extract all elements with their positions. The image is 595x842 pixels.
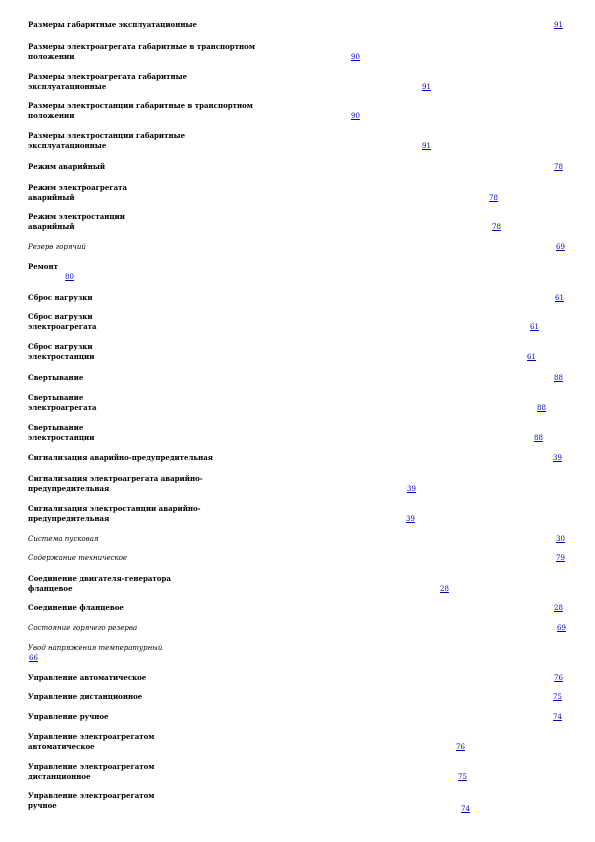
index-entry-line: Размеры габаритные эксплуатационные — [28, 20, 197, 29]
index-entry-line: Состояние горячего резерва — [28, 624, 138, 632]
index-entry-line: Режим аварийный — [28, 162, 106, 171]
index-page-link[interactable]: 76 — [456, 743, 465, 751]
index-entry-term — [28, 791, 154, 811]
index-entry-line: Сброс нагрузки — [28, 312, 93, 321]
index-page-link[interactable]: 28 — [554, 604, 563, 612]
index-entry-line: Управление электроагрегатом — [28, 732, 155, 741]
index-page-link[interactable]: 69 — [557, 624, 566, 632]
index-page-link[interactable]: 80 — [65, 273, 74, 281]
index-entry-term — [28, 312, 96, 332]
index-entry-line: аварийный — [28, 193, 75, 202]
index-entry-line: Система пусковая — [28, 535, 99, 543]
index-page-link[interactable]: 76 — [554, 674, 563, 682]
index-entry-line: Управление дистанционное — [28, 692, 143, 701]
index-entry-line: положении — [28, 111, 75, 120]
index-entry-term — [28, 474, 203, 494]
index-entry-term — [28, 393, 96, 413]
index-entry-term — [28, 373, 83, 383]
index-entry-term — [28, 72, 187, 92]
index-entry-line: Управление автоматическое — [28, 673, 147, 682]
index-entry-line: Сброс нагрузки — [28, 293, 93, 302]
index-entry-term — [28, 453, 213, 463]
index-entry-term — [28, 101, 253, 121]
index-entry-line: Свертывание — [28, 423, 84, 432]
index-entry-line: электроагрегата — [28, 403, 97, 412]
index-entry-term — [28, 42, 255, 62]
index-entry-line: Размеры электростанции габаритные в транспортном — [28, 101, 253, 110]
index-page-link[interactable]: 88 — [537, 404, 546, 412]
index-page-link[interactable]: 79 — [556, 554, 565, 562]
index-entry-term — [28, 20, 197, 30]
index-entry-line: Сигнализация электроагрегата аварийно- — [28, 474, 203, 483]
index-entry-line: Свертывание — [28, 373, 84, 382]
index-entry-line: Соединение фланцевое — [28, 603, 124, 612]
index-page-link[interactable]: 75 — [458, 773, 467, 781]
index-entry-term — [28, 162, 105, 172]
index-page-link[interactable]: 91 — [422, 142, 431, 150]
index-entry-line: Управление ручное — [28, 712, 109, 721]
index-page-link[interactable]: 88 — [554, 374, 563, 382]
index-entry-term — [28, 504, 201, 524]
index-entry-term — [28, 574, 171, 594]
index-entry-line: Увод напряжения температурный — [28, 644, 163, 652]
index-entry-line: Размеры электроагрегата габаритные — [28, 72, 188, 81]
index-entry-line: фланцевое — [28, 584, 73, 593]
index-entry-line: предупредительная — [28, 514, 110, 523]
index-entry-line: эксплуатационные — [28, 82, 107, 91]
index-entry-line: положении — [28, 52, 75, 61]
index-page-link[interactable]: 75 — [553, 693, 562, 701]
index-entry-term — [28, 732, 154, 752]
index-entry-line: ручное — [28, 801, 57, 810]
index-entry-term — [28, 293, 93, 303]
index-entry-line: Управление электроагрегатом — [28, 791, 155, 800]
index-entry-term — [28, 183, 127, 203]
index-page-link[interactable]: 78 — [492, 223, 501, 231]
index-page-link[interactable]: 90 — [351, 53, 360, 61]
index-page-link[interactable]: 30 — [556, 535, 565, 543]
index-page-link[interactable]: 39 — [406, 515, 415, 523]
index-page-link[interactable]: 78 — [554, 163, 563, 171]
index-page-link[interactable]: 39 — [553, 454, 562, 462]
index-entry-line: электростанции — [28, 433, 95, 442]
index-entry-term — [28, 643, 162, 653]
index-entry-line: Сигнализация электростанции аварийно- — [28, 504, 201, 513]
index-entry-line: предупредительная — [28, 484, 110, 493]
index-page-link[interactable]: 91 — [422, 83, 431, 91]
index-entry-term — [28, 131, 185, 151]
index-entry-line: Размеры электростанции габаритные — [28, 131, 186, 140]
index-page-link[interactable]: 66 — [29, 654, 38, 662]
index-page-link[interactable]: 74 — [461, 805, 470, 813]
index-entry-line: Режим электростанции — [28, 212, 125, 221]
index-page-link[interactable]: 88 — [534, 434, 543, 442]
index-entry-line: Свертывание — [28, 393, 84, 402]
index-entry-line: Режим электроагрегата — [28, 183, 127, 192]
index-entry-term — [28, 342, 94, 362]
index-entry-term — [28, 212, 125, 232]
index-entry-term — [28, 692, 142, 702]
index-page-link[interactable]: 39 — [407, 485, 416, 493]
index-entry-term — [28, 553, 127, 563]
index-entry-term — [28, 673, 146, 683]
index-page-link[interactable]: 28 — [440, 585, 449, 593]
index-page-link[interactable]: 78 — [489, 194, 498, 202]
index-page-link[interactable]: 61 — [530, 323, 539, 331]
index-entry-line: Размеры электроагрегата габаритные в транспортном — [28, 42, 255, 51]
index-entry-term — [28, 603, 124, 613]
index-entry-line: Сигнализация аварийно-предупредительная — [28, 453, 213, 462]
index-page-link[interactable]: 61 — [555, 294, 564, 302]
index-entry-term — [28, 623, 137, 633]
index-entry-line: Резерв горячий — [28, 243, 86, 251]
index-entry-term — [28, 534, 99, 544]
index-entry-line: аварийный — [28, 222, 75, 231]
index-entry-line: Ремонт — [28, 262, 58, 271]
index-entry-line: электростанции — [28, 352, 95, 361]
index-entry-line: Управление электроагрегатом — [28, 762, 155, 771]
index-page-link[interactable]: 91 — [554, 21, 563, 29]
index-entry-line: автоматическое — [28, 742, 95, 751]
index-entry-line: Содержание техническое — [28, 554, 128, 562]
index-page-link[interactable]: 69 — [556, 243, 565, 251]
index-entry-line: электроагрегата — [28, 322, 97, 331]
index-entry-term — [28, 242, 86, 252]
index-page-link[interactable]: 90 — [351, 112, 360, 120]
index-page-link[interactable]: 74 — [553, 713, 562, 721]
index-entry-line: Сброс нагрузки — [28, 342, 93, 351]
index-entry-line: эксплуатационные — [28, 141, 107, 150]
index-entry-term — [28, 712, 108, 722]
index-entry-term — [28, 423, 94, 443]
index-entry-line: Соединение двигателя-генератора — [28, 574, 171, 583]
index-entry-term — [28, 262, 58, 272]
index-page-link[interactable]: 61 — [527, 353, 536, 361]
index-entry-line: дистанционное — [28, 772, 91, 781]
index-entry-term — [28, 762, 154, 782]
